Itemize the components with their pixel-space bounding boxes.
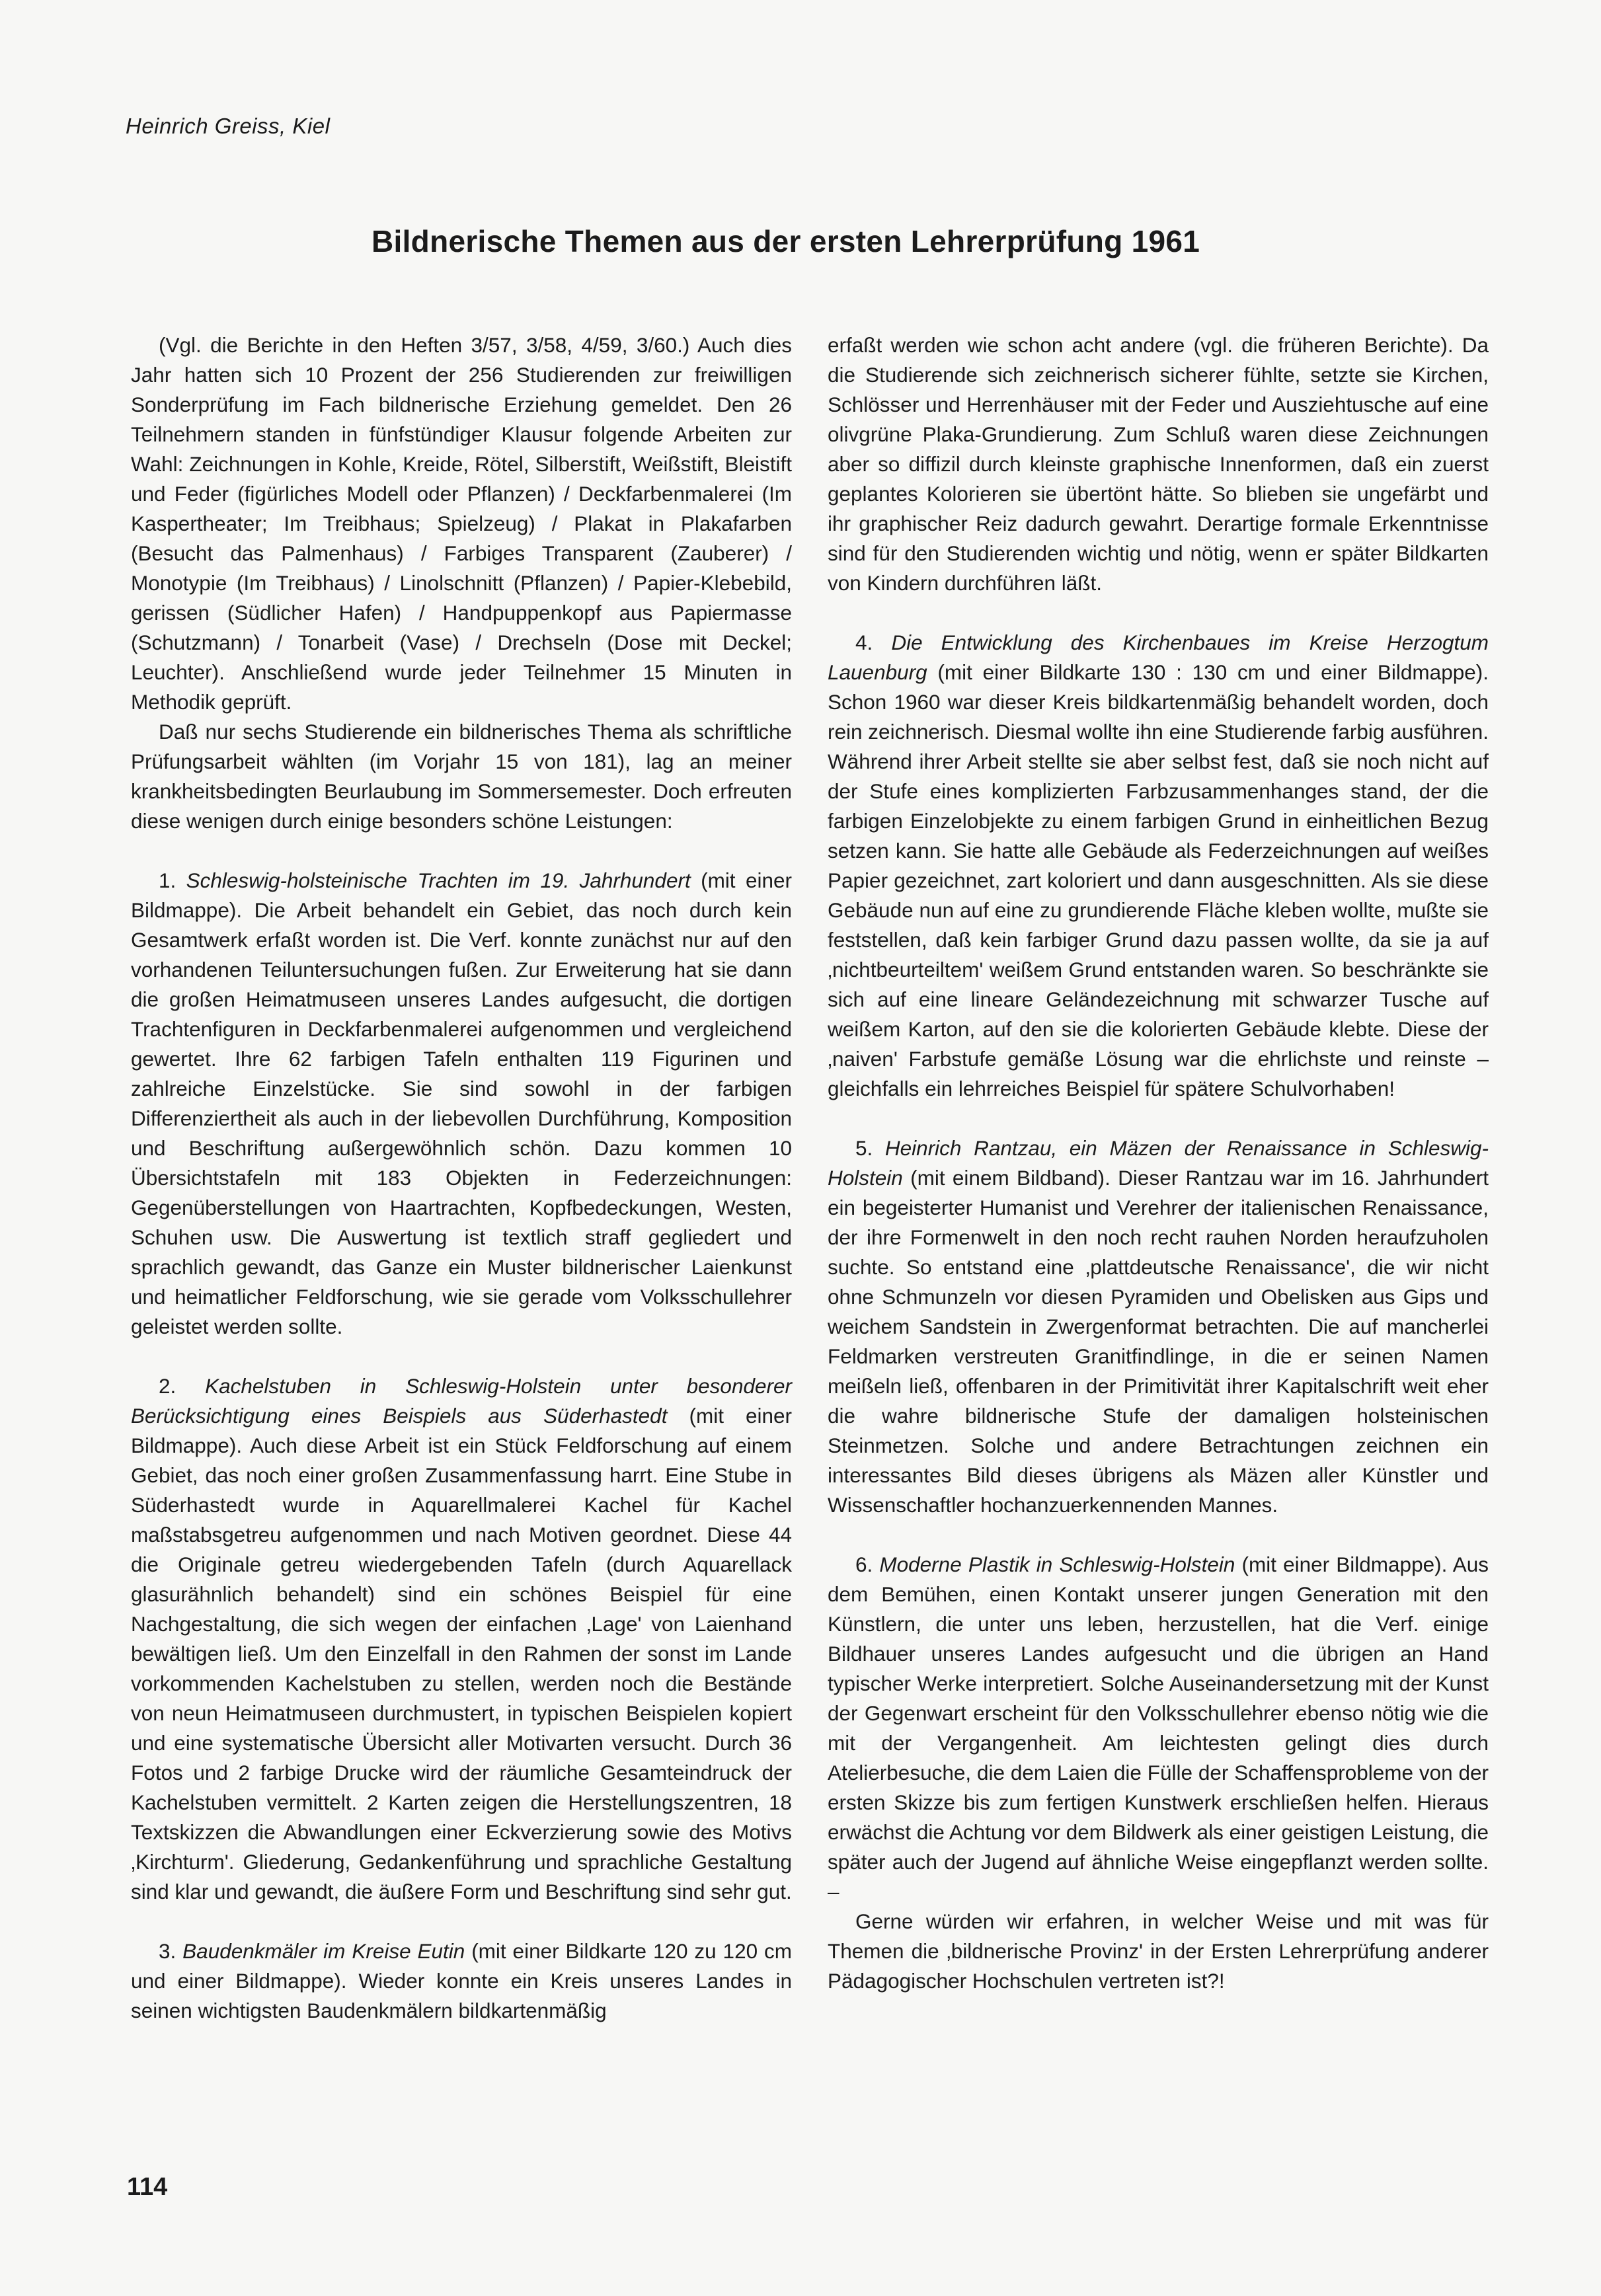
item-2 [131, 1371, 792, 1907]
closing-paragraph: Gerne würden wir erfahren, in welcher Weise und mit was für Themen die ‚bildnerische Provinz' in der Ersten Lehrerprüfung anderer Pädagogischer Hochschulen vertreten ist?! [828, 1909, 1489, 1993]
page-number: 114 [127, 2173, 168, 2201]
item-3-title: Baudenkmäler im Kreise Eutin [182, 1939, 465, 1963]
item-6-text: (mit einer Bildmappe). Aus dem Bemühen, einen Kontakt unserer jungen Generation mit den Künstlern, die unter uns leben, herzustellen, hat die Verf. einige Bildhauer unseres Landes aufgesucht und die übrigen an Hand typischer Werke interpretiert. Solche Auseinandersetzung mit der Kunst der Gegenwart erscheint für den Volksschullehrer ebenso nötig wie die mit der Vergangenheit. Am leichtesten gelingt dies durch Atelierbesuche, die dem Laien die Fülle der Schaffensprobleme von der ersten Skizze bis zum fertigen Kunstwerk erschließen helfen. Hieraus erwächst die Achtung vor dem Bildwerk als einer geistigen Leistung, die später auch der Jugend auf ähnliche Weise eingepflanzt werden sollte. – [828, 1552, 1489, 1903]
author-line: Heinrich Greiss, Kiel [126, 114, 331, 138]
item-2-text: (mit einer Bildmappe). Auch diese Arbeit ist ein Stück Feldforschung auf einem Gebiet, das noch einer großen Zusammenfassung harrt. Eine Stube in Süderhastedt wurde in Aquarellmalerei Kachel für Kachel maßstabsgetreu aufgenommen und nach Motiven geordnet. Diese 44 die Originale getreu wiedergebenden Tafeln (durch Aquarellack glasurähnlich behandelt) sind ein schönes Beispiel für eine Nachgestaltung, die sich wegen der einfachen ‚Lage' von Laienhand bewältigen ließ. Um den Einzelfall in den Rahmen der sonst im Lande vorkommenden Kachelstuben zu stellen, werden noch die Bestände von neun Heimatmuseen durchmustert, in typischen Beispielen kopiert und eine systematische Übersicht aller Motivarten versucht. Durch 36 Fotos und 2 farbige Drucke wird der räumliche Gesamteindruck der Kachelstuben vermittelt. 2 Karten zeigen die Herstellungszentren, 18 Textskizzen die Abwandlungen einer Eckverzierung sowie des Motivs ‚Kirchturm'. Gliederung, Gedankenführung und sprachliche Gestaltung sind klar und gewandt, die äußere Form und Beschriftung sind sehr gut. [131, 1404, 792, 1903]
item-2-number: 2. [159, 1374, 206, 1398]
item-3-number: 3. [159, 1939, 183, 1963]
item-3 [131, 1936, 792, 2026]
item-1 [131, 866, 792, 1342]
paragraph-two: Daß nur sechs Studierende ein bildnerisches Thema als schriftliche Prüfungsarbeit wählten (im Vorjahr 15 von 181), lag an meiner krankheitsbedingten Beurlaubung im Sommersemester. Doch erfreuten diese wenigen durch einige besonders schöne Leistungen: [131, 720, 792, 833]
left-column [131, 330, 792, 2026]
item-4 [828, 628, 1489, 1104]
item-4-title: Die Entwicklung des Kirchenbaues im Kreise Herzogtum Lauenburg [828, 631, 1489, 684]
item-6-number: 6. [855, 1552, 880, 1576]
right-column [828, 330, 1489, 1996]
item-5-number: 5. [855, 1136, 885, 1160]
item-5 [828, 1133, 1489, 1520]
item-2-title: Kachelstuben in Schleswig-Holstein unter besonderer Berücksichtigung eines Beispiels aus Süderhastedt [131, 1374, 792, 1428]
intro-paragraph: (Vgl. die Berichte in den Heften 3/57, 3/58, 4/59, 3/60.) Auch dies Jahr hatten sich 10 Prozent der 256 Studierenden zur freiwilligen Sonderprüfung im Fach bildnerische Erziehung gemeldet. Den 26 Teilnehmern standen in fünfstündiger Klausur folgende Arbeiten zur Wahl: Zeichnungen in Kohle, Kreide, Rötel, Silberstift, Weißstift, Bleistift und Feder (figürliches Modell oder Pflanzen) / Deckfarbenmalerei (Im Kaspertheater; Im Treibhaus; Spielzeug) / Plakat in Plakafarben (Besucht das Palmenhaus) / Farbiges Transparent (Zauberer) / Monotypie (Im Treibhaus) / Linolschnitt (Pflanzen) / Papier-Klebebild, gerissen (Südlicher Hafen) / Handpuppenkopf aus Papiermasse (Schutzmann) / Tonarbeit (Vase) / Drechseln (Dose mit Deckel; Leuchter). Anschließend wurde jeder Teilnehmer 15 Minuten in Methodik geprüft. [131, 333, 792, 714]
article-title: Bildnerische Themen aus der ersten Lehrerprüfung 1961 [371, 224, 1200, 258]
item-4-text: (mit einer Bildkarte 130 : 130 cm und einer Bildmappe). Schon 1960 war dieser Kreis bildkartenmäßig behandelt worden, doch rein zeichnerisch. Diesmal wollte ihn eine Studierende farbig ausführen. Während ihrer Arbeit stellte sie aber selbst fest, daß sie noch nicht auf der Stufe eines komplizierten Farbzusammenhanges stand, der die farbigen Einzelobjekte zu einem farbigen Grund in einheitlichen Bezug setzen kann. Sie hatte alle Gebäude als Federzeichnungen auf weißes Papier gezeichnet, zart koloriert und dann ausgeschnitten. Als sie diese Gebäude nun auf eine zu grundierende Fläche kleben wollte, mußte sie feststellen, daß kein farbiger Grund dazu passen wollte, da sie ja auf ‚nichtbeurteiltem' weißem Grund entstanden waren. So beschränkte sie sich auf eine lineare Geländezeichnung mit schwarzer Tusche auf weißem Karton, auf den sie die kolorierten Gebäude klebte. Diese der ‚naiven' Farbstufe gemäße Lösung war die ehrlichste und reinste – gleichfalls ein lehrreiches Beispiel für spätere Schulvorhaben! [828, 660, 1489, 1100]
item-5-text: (mit einem Bildband). Dieser Rantzau war im 16. Jahrhundert ein begeisterter Humanist und Verehrer der italienischen Renaissance, der ihre Formenwelt in den noch recht rauhen Norden heraufzuholen suchte. So entstand eine ‚plattdeutsche Renaissance', die wir nicht ohne Schmunzeln vor diesen Pyramiden und Obelisken aus Gips und weichem Sandstein in Zwergenformat betrachten. Die auf mancherlei Feldmarken verstreuten Granitfindlinge, in die er seinen Namen meißeln ließ, offenbaren in der Primitivität ihrer Kapitalschrift weit eher die wahre bildnerische Stufe der damaligen holsteinischen Steinmetzen. Solche und andere Betrachtungen zeichnen ein interessantes Bild dieses übrigens als Mäzen aller Künstler und Wissenschaftler hochanzuerkennenden Mannes. [828, 1166, 1489, 1517]
item-3-text: (mit einer Bildkarte 120 zu 120 cm und einer Bildmappe). Wieder konnte ein Kreis unseres Landes in seinen wichtigsten Baudenkmälern bildkartenmäßig [131, 1939, 792, 2022]
item-3-continuation: erfaßt werden wie schon acht andere (vgl. die früheren Berichte). Da die Studierende sich zeichnerisch sicherer fühlte, setzte sie Kirchen, Schlösser und Herrenhäuser mit der Feder und Ausziehtusche auf eine olivgrüne Plaka-Grundierung. Zum Schluß waren diese Zeichnungen aber so diffizil durch kleinste graphische Innenformen, daß ein zuerst geplantes Kolorieren sie übertönt hätte. So blieben sie ungefärbt und ihr graphischer Reiz dadurch gewahrt. Derartige formale Erkenntnisse sind für den Studierenden wichtig und nötig, wenn er später Bildkarten von Kindern durchführen läßt. [828, 333, 1489, 595]
item-5-title: Heinrich Rantzau, ein Mäzen der Renaissance in Schleswig-Holstein [828, 1136, 1489, 1190]
item-1-number: 1. [159, 868, 186, 892]
item-6-title: Moderne Plastik in Schleswig-Holstein [879, 1552, 1235, 1576]
item-1-text: (mit einer Bildmappe). Die Arbeit behandelt ein Gebiet, das noch durch kein Gesamtwerk erfaßt worden ist. Die Verf. konnte zunächst nur auf den vorhandenen Teiluntersuchungen fußen. Zur Erweiterung hat sie dann die großen Heimatmuseen unseres Landes aufgesucht, die dortigen Trachtenfiguren in Deckfarbenmalerei aufgenommen und vergleichend gewertet. Ihre 62 farbigen Tafeln enthalten 119 Figurinen und zahlreiche Einzelstücke. Sie sind sowohl in der farbigen Differenziertheit als auch in der liebevollen Durchführung, Komposition und Beschriftung außergewöhnlich schön. Dazu kommen 10 Übersichtstafeln mit 183 Objekten in Federzeichnungen: Gegenüberstellungen von Haartrachten, Kopfbedeckungen, Westen, Schuhen usw. Die Auswertung ist textlich straff gegliedert und sprachlich gewandt, das Ganze ein Muster bildnerischer Laienkunst und heimatlicher Feldforschung, wie sie gerade vom Volksschullehrer geleistet werden sollte. [131, 868, 792, 1338]
item-4-number: 4. [855, 631, 892, 654]
item-6 [828, 1550, 1489, 1907]
item-1-title: Schleswig-holsteinische Trachten im 19. Jahrhundert [186, 868, 691, 892]
